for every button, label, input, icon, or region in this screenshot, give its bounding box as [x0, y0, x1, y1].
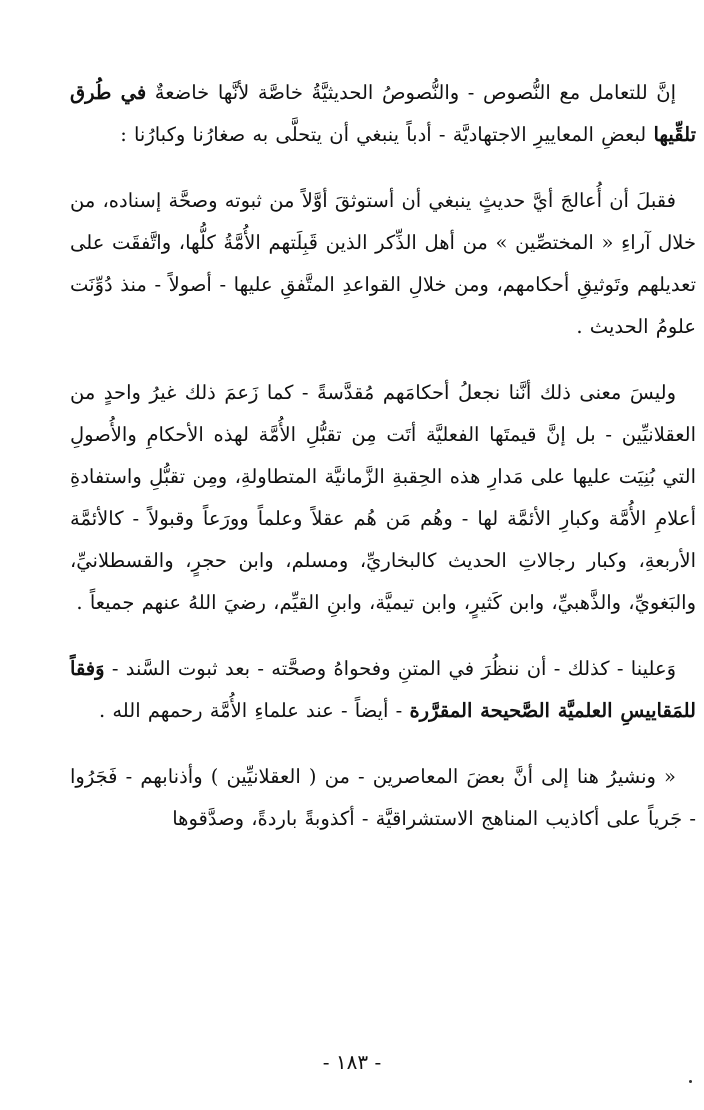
page-number: - ١٨٣ -	[322, 1050, 382, 1074]
p4-seg-3: - أيضاً - عند علماءِ الأُمَّة رحمهم الله .	[98, 699, 410, 722]
scan-speck	[689, 1080, 692, 1083]
paragraph-2	[70, 180, 696, 348]
p4-seg-1: وَعلينا - كذلك - أن ننظُرَ في المتنِ وفحواهُ وصحَّته - بعد ثبوت السَّند -	[104, 657, 676, 680]
paragraph-gap	[70, 732, 696, 756]
p1-bold-phrase: في طُرق تلقِّيها	[70, 81, 696, 146]
p1-seg-1: إنَّ للتعامل مع النُّصوص - والنُّصوصُ الحديثيَّةُ خاصَّة لأنَّها خاضعةٌ	[146, 81, 676, 104]
paragraph-gap	[70, 624, 696, 648]
p5-seg-1: « ونشيرُ هنا إلى أنَّ بعضَ المعاصرين - من ( العقلانيِّين ) وأذنابهم - فَجَرُوا - جَرياً على أكاذيب المناهج الاستشراقيَّة - أكذوبةً باردةً، وصدَّقوها	[70, 765, 696, 830]
paragraph-gap	[70, 156, 696, 180]
paragraph-3	[70, 372, 696, 624]
p3-seg-1: وليسَ معنى ذلك أنَّنا نجعلُ أحكامَهم مُقدَّسةً - كما زَعمَ ذلك غيرُ واحدٍ من العقلانيِّين - بل إنَّ قيمتَها الفعليَّة أتَت مِن تقبُّلِ الأُمَّة لهذه الأحكامِ والأُصولِ التي بُنِيَت عليها على مَدارِ هذه الحِقبةِ الزَّمانيَّة المتطاولةِ، ومِن تقبُّلِ واستفادةِ أعلامِ الأُمَّة وكبارِ الأئمَّة لها - وهُم مَن هُم عقلاً وعلماً وورَعاً وقبولاً - كالأئمَّة الأربعةِ، وكبار رجالاتِ الحديث كالبخاريِّ، ومسلم، وابن حجرٍ، والقسطلانيِّ، والبَغويِّ، والذَّهبيِّ، وابن كَثيرٍ، وابن تيميَّة، وابنِ القيِّم، رضيَ اللهُ عنهم جميعاً .	[70, 381, 696, 614]
p1-seg-3: لبعضِ المعاييرِ الاجتهاديَّة - أدباً ينبغي أن يتحلَّى به صغارُنا وكبارُنا :	[120, 123, 654, 146]
p2-seg-1: فقبلَ أن أُعالجَ أيَّ حديثٍ ينبغي أن أستوثقَ أوَّلاً من ثبوته وصحَّة إسناده، من خلال آراءِ « المختصِّين » من أهل الذِّكر الذين قَبِلَتهم الأُمَّةُ كلُّها، واتَّفقَت على تعديلهم وتَوثيقِ أحكامهم، ومن خلالِ القواعدِ المتَّفقِ عليها - أصولاً - منذ دُوِّنَت علومُ الحديث .	[70, 189, 696, 338]
body-text	[70, 72, 696, 840]
paragraph-5	[70, 756, 696, 840]
paragraph-1	[70, 72, 696, 156]
paragraph-4	[70, 648, 696, 732]
paragraph-gap	[70, 348, 696, 372]
p4-bold-phrase: وَفقاً للمَقاييسِ العلميَّة الصَّحيحة المقرَّرة	[70, 657, 696, 722]
